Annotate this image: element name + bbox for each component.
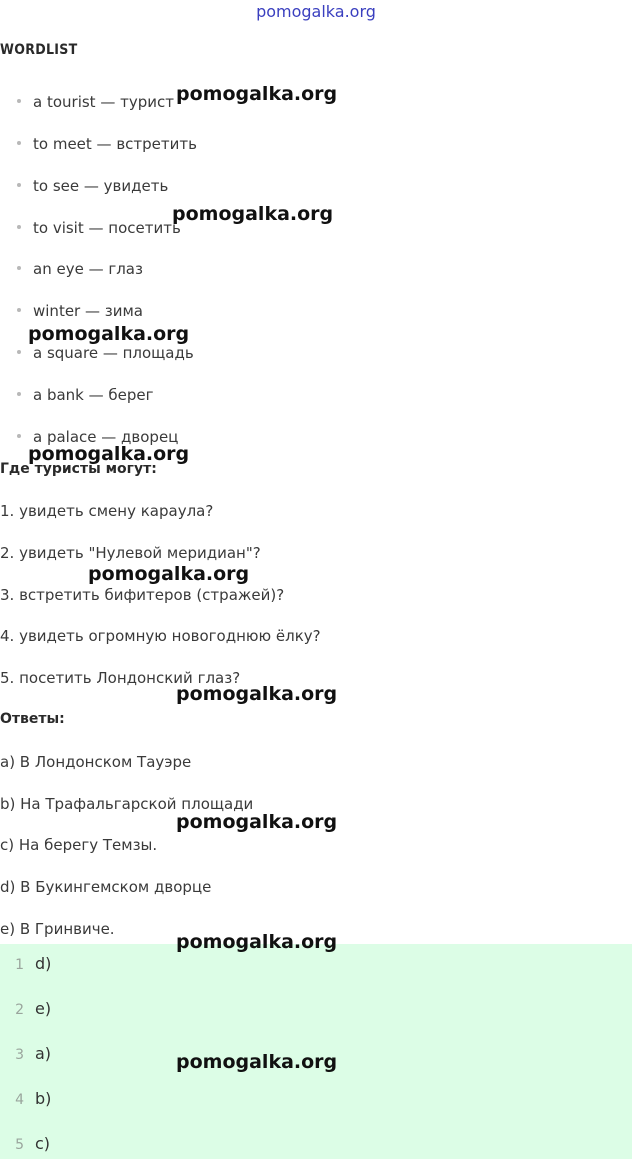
solution-value: c) xyxy=(35,1134,51,1153)
question-item: 1. увидеть смену караула? xyxy=(0,502,214,520)
line-number: 2 xyxy=(15,1002,24,1018)
answer-item: c) На берегу Темзы. xyxy=(0,836,158,854)
wordlist-item: to see — увидеть xyxy=(17,177,168,195)
wordlist-item: an eye — глаз xyxy=(17,260,143,278)
watermark: pomogalka.org xyxy=(176,811,338,833)
questions-title: Где туристы могут: xyxy=(0,461,157,477)
wordlist-item: a bank — берег xyxy=(17,386,154,404)
solution-row xyxy=(0,1089,51,1108)
solution-row xyxy=(0,954,51,973)
wordlist-item: winter — зима xyxy=(17,302,143,320)
question-item: 5. посетить Лондонский глаз? xyxy=(0,669,241,687)
watermark: pomogalka.org xyxy=(28,323,190,345)
watermark: pomogalka.org xyxy=(176,931,338,953)
question-item: 4. увидеть огромную новогоднюю ёлку? xyxy=(0,627,321,645)
bullet-icon xyxy=(17,99,21,103)
answer-item: e) В Гринвиче. xyxy=(0,920,115,938)
answer-item: a) В Лондонском Тауэре xyxy=(0,753,192,771)
wordlist-item: to visit — посетить xyxy=(17,219,181,237)
solution-value: d) xyxy=(35,954,52,973)
question-item: 2. увидеть "Нулевой меридиан"? xyxy=(0,544,261,562)
watermark: pomogalka.org xyxy=(172,203,334,225)
bullet-icon xyxy=(17,141,21,145)
watermark: pomogalka.org xyxy=(176,1051,338,1073)
bullet-icon xyxy=(17,392,21,396)
question-item: 3. встретить бифитеров (стражей)? xyxy=(0,586,285,604)
bullet-icon xyxy=(17,434,21,438)
solution-row xyxy=(0,1134,50,1153)
bullet-icon xyxy=(17,183,21,187)
wordlist-item: to meet — встретить xyxy=(17,135,197,153)
solution-value: e) xyxy=(35,999,52,1018)
watermark: pomogalka.org xyxy=(28,443,190,465)
bullet-icon xyxy=(17,308,21,312)
solution-row xyxy=(0,1044,51,1063)
wordlist-item: a tourist — турист xyxy=(17,93,174,111)
line-number: 4 xyxy=(15,1092,24,1108)
bullet-icon xyxy=(17,350,21,354)
watermark: pomogalka.org xyxy=(88,563,250,585)
site-link[interactable]: pomogalka.org xyxy=(256,2,376,21)
answers-title: Ответы: xyxy=(0,711,65,727)
watermark: pomogalka.org xyxy=(176,83,338,105)
wordlist-item: a palace — дворец xyxy=(17,428,178,446)
bullet-icon xyxy=(17,225,21,229)
solution-row xyxy=(0,999,51,1018)
answer-item: b) На Трафальгарской площади xyxy=(0,795,254,813)
wordlist-item: a square — площадь xyxy=(17,344,194,362)
watermark: pomogalka.org xyxy=(176,683,338,705)
solution-value: b) xyxy=(35,1089,52,1108)
wordlist-heading: WORDLIST xyxy=(0,42,78,58)
solution-value: a) xyxy=(35,1044,52,1063)
line-number: 3 xyxy=(15,1047,24,1063)
line-number: 5 xyxy=(15,1137,24,1153)
bullet-icon xyxy=(17,266,21,270)
answer-item: d) В Букингемском дворце xyxy=(0,878,212,896)
line-number: 1 xyxy=(15,957,24,973)
